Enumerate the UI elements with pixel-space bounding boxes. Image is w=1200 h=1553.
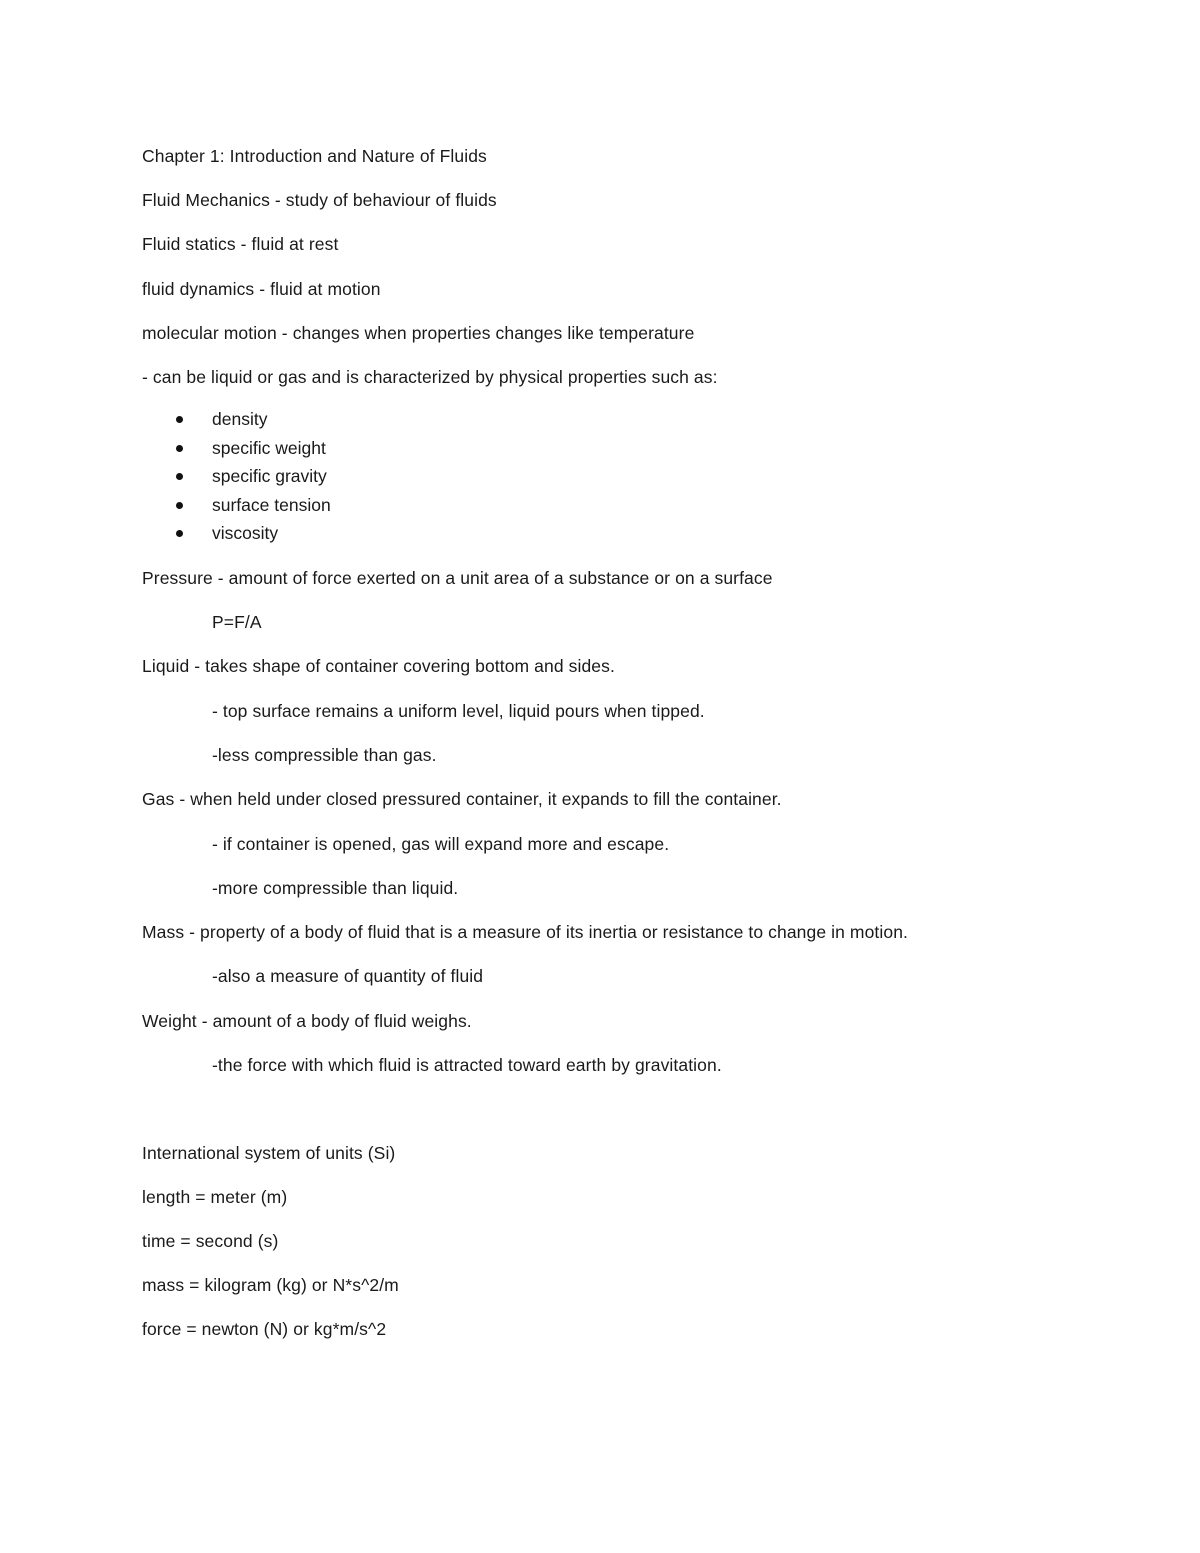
- unit-item: mass = kilogram (kg) or N*s^2/m: [142, 1275, 399, 1295]
- weight-note: -the force with which fluid is attracted toward earth by gravitation.: [212, 1055, 722, 1075]
- bullet-icon: [176, 416, 183, 423]
- definition-gas: Gas - when held under closed pressured container, it expands to fill the container.: [142, 789, 782, 809]
- bullet-icon: [176, 445, 183, 452]
- property-label: viscosity: [212, 523, 279, 543]
- unit-item: length = meter (m): [142, 1187, 288, 1207]
- definition-molecular-motion: molecular motion - changes when properties changes like temperature: [142, 323, 695, 343]
- definition-fluid-dynamics: fluid dynamics - fluid at motion: [142, 279, 381, 299]
- property-label: density: [212, 409, 268, 429]
- definition-fluid-mechanics: Fluid Mechanics - study of behaviour of fluids: [142, 190, 497, 210]
- property-label: specific gravity: [212, 466, 327, 486]
- bullet-icon: [176, 502, 183, 509]
- gas-note: - if container is opened, gas will expand more and escape.: [212, 834, 670, 854]
- property-label: surface tension: [212, 494, 331, 515]
- bullet-icon: [176, 530, 183, 537]
- property-label: specific weight: [212, 437, 326, 458]
- liquid-note: -less compressible than gas.: [212, 745, 437, 765]
- unit-item: time = second (s): [142, 1231, 279, 1251]
- definition-fluid-statics: Fluid statics - fluid at rest: [142, 234, 339, 254]
- definition-mass: Mass - property of a body of fluid that is a measure of its inertia or resistance to change in motion.: [142, 922, 908, 942]
- pressure-formula: P=F/A: [212, 612, 262, 632]
- definition-pressure: Pressure - amount of force exerted on a unit area of a substance or on a surface: [142, 568, 773, 588]
- liquid-note: - top surface remains a uniform level, liquid pours when tipped.: [212, 701, 705, 721]
- gas-note: -more compressible than liquid.: [212, 878, 459, 898]
- mass-note: -also a measure of quantity of fluid: [212, 966, 484, 986]
- chapter-title: Chapter 1: Introduction and Nature of Fluids: [142, 146, 487, 166]
- unit-item: force = newton (N) or kg*m/s^2: [142, 1319, 387, 1339]
- definition-weight: Weight - amount of a body of fluid weighs.: [142, 1011, 472, 1031]
- bullet-icon: [176, 473, 183, 480]
- definition-liquid: Liquid - takes shape of container covering bottom and sides.: [142, 656, 615, 676]
- properties-intro: - can be liquid or gas and is characterized by physical properties such as:: [142, 367, 718, 387]
- units-heading: International system of units (Si): [142, 1143, 396, 1163]
